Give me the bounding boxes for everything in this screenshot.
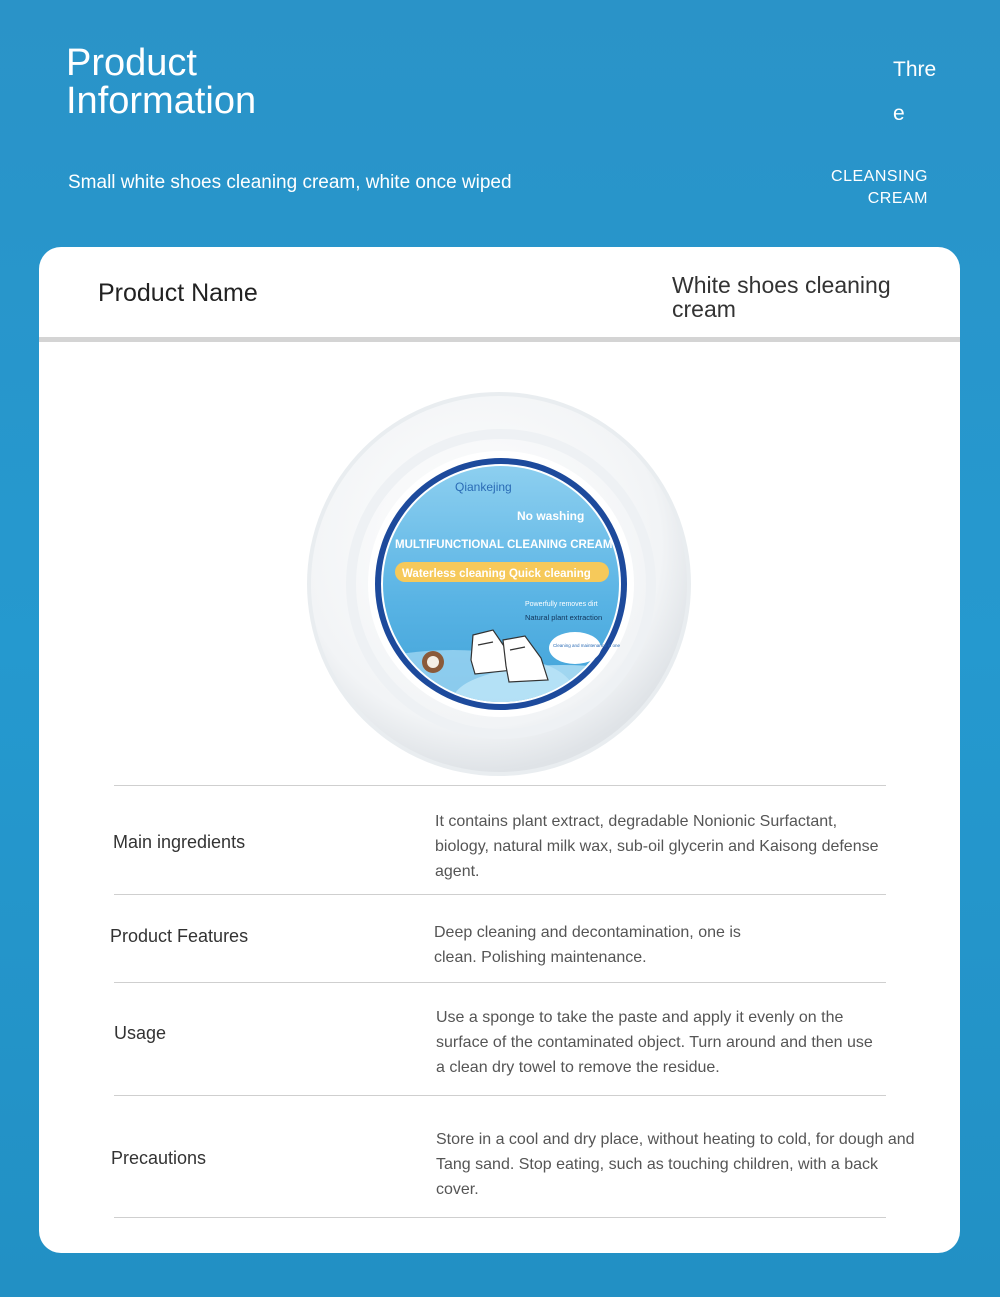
table-row: [110, 894, 886, 982]
jar-cloud-text: Cleaning and maintenance in one: [553, 643, 621, 648]
product-info-card: [39, 247, 960, 1253]
coconut-icon: [422, 651, 444, 673]
page-title-line-2: Information: [66, 80, 257, 122]
product-name-value: White shoes cleaning cream: [672, 272, 891, 322]
product-name-row: [39, 247, 960, 342]
header-side-top-line-1: Thre: [893, 58, 937, 81]
jar-brand-text: Qiankejing: [455, 480, 512, 494]
spec-value-usage: Use a sponge to take the paste and apply it evenly on the surface of the contaminated object. Turn around and then use a clean dry towel to remove the residue.: [436, 1009, 873, 1076]
jar-note-2: Natural plant extraction: [525, 613, 603, 622]
jar-banner-text: MULTIFUNCTIONAL CLEANING CREAM: [395, 539, 613, 551]
header-side-bottom-line-2: CREAM: [867, 190, 928, 207]
product-jar-image: [303, 390, 695, 778]
jar-note-1: Powerfully removes dirt: [525, 601, 598, 608]
cloud-icon: [549, 632, 601, 664]
spec-table: [110, 785, 915, 1218]
header-side-top-line-2: e: [893, 102, 905, 125]
header-side-label-top: [893, 48, 953, 136]
jar-tag-text: No washing: [517, 509, 585, 523]
table-row: [114, 982, 886, 1095]
header-side-bottom-line-1: CLEANSING: [831, 168, 928, 185]
page-title-line-1: Product: [66, 42, 197, 84]
product-name-label: Product Name: [98, 279, 258, 307]
spec-value-main-ingredients: It contains plant extract, degradable Nonionic Surfactant, biology, natural milk wax, sub-oil glycerin and Kaisong defense agent.: [435, 813, 879, 880]
spec-label-main-ingredients: Main ingredients: [113, 832, 246, 852]
page-title: [66, 44, 256, 120]
spec-label-product-features: Product Features: [110, 926, 249, 946]
spec-label-usage: Usage: [114, 1023, 167, 1043]
header-side-label-bottom: [800, 166, 928, 210]
table-row: [114, 785, 886, 894]
spec-value-precautions: Store in a cool and dry place, without heating to cold, for dough and Tang sand. Stop eating, such as touching children, with a back cover.: [436, 1131, 915, 1198]
table-row: [111, 1095, 915, 1218]
jar-pill-text: Waterless cleaning Quick cleaning: [402, 568, 591, 580]
spec-label-precautions: Precautions: [111, 1148, 207, 1168]
page-subtitle: Small white shoes cleaning cream, white once wiped: [68, 172, 512, 193]
spec-value-product-features: Deep cleaning and decontamination, one is clean. Polishing maintenance.: [434, 924, 741, 966]
